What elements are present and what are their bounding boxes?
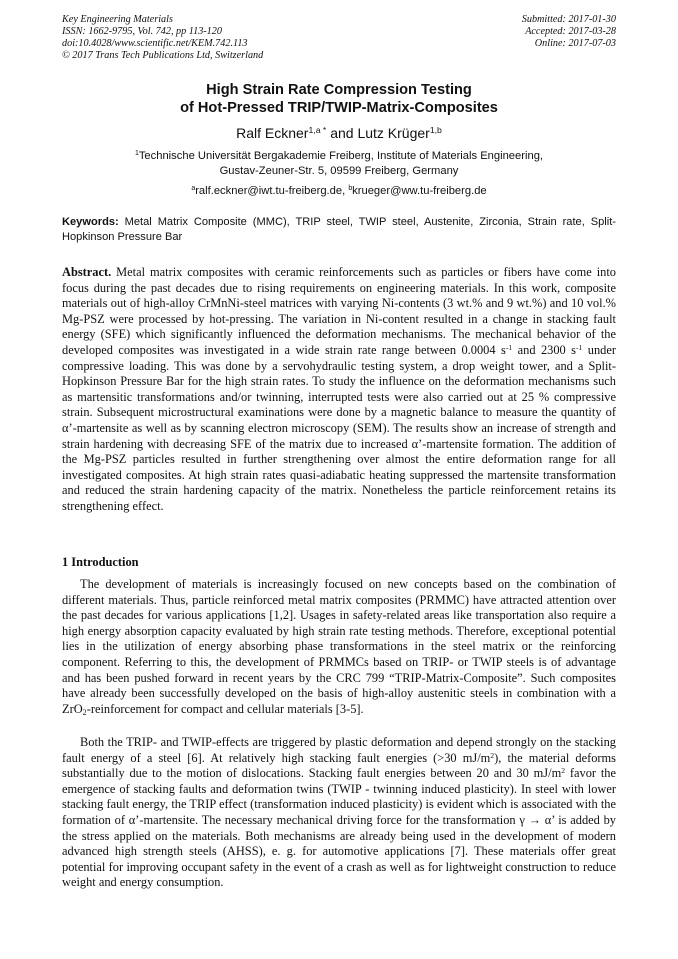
publication-dates [522,14,616,50]
keywords-text: Metal Matrix Composite (MMC), TRIP steel, TWIP steel, Austenite, Zirconia, Strain rate, Split-Hopkinson Pressure Bar [62,216,616,243]
accepted-date: Accepted: 2017-03-28 [525,26,616,37]
author-emails [40,184,638,199]
abstract [62,265,616,515]
email-a[interactable]: ralf.eckner@iwt.tu-freiberg.de, [195,185,349,197]
intro-p2-text-b: ), the material deforms substantially due to the motion of dislocations. Stacking fault energies between 20 and 30 mJ/m [62,750,616,781]
abstract-label: Abstract. [62,265,112,279]
keywords [62,215,616,245]
author-2-affil: 1,b [429,125,442,136]
intro-p2-text-a: Both the TRIP- and TWIP-effects are triggered by plastic deformation and depend strongly on the stacking fault energy of a steel [6]. At relatively high stacking fault energies (>30 mJ/m [62,735,616,765]
issn-line: ISSN: 1662-9795, Vol. 742, pp 113-120 [62,26,222,37]
author-conj: and [326,125,358,141]
affil-line-1: Technische Universität Bergakademie Freiberg, Institute of Materials Engineering, [138,150,544,162]
affiliation [40,149,638,179]
journal-info [62,14,263,62]
author-1-affil: 1,a * [308,125,327,136]
intro-p1-sub: 2 [82,707,87,717]
keywords-label: Keywords: [62,216,119,228]
email-mark-a: a [191,185,196,193]
abstract-sup-1: -1 [505,342,513,352]
journal-name: Key Engineering Materials [62,14,173,25]
intro-paragraph-2 [62,735,616,891]
email-b[interactable]: krueger@ww.tu-freiberg.de [352,185,487,197]
author-1: Ralf Eckner [236,125,309,141]
author-list [40,124,638,142]
intro-p1-text-b: -reinforcement for compact and cellular materials [3-5]. [86,701,364,716]
author-2: Lutz Krüger [357,125,430,141]
email-mark-b: b [348,185,353,193]
section-heading-introduction: 1 Introduction [62,555,139,569]
online-date: Online: 2017-07-03 [534,38,616,49]
intro-p2-sup-2: 2 [561,765,566,775]
intro-p1-text-a: The development of materials is increasingly focused on new concepts based on the combination of different materials. Thus, particle reinforced metal matrix composites (PRMMC) have attracted attention over the past decades for various applications [1,2]. Usages in safety-related areas like transportation also require a high energy absorption capacity evaluated by high strain rate testing methods. Therefore, exceptional potential lies in the utilization of energy absorbing phase transformations in the steel matrix or the reinforcing component. Referring to this, the development of PRMMCs based on TRIP- or TWIP steels is of advantage and has been pushed forward in recent years by the CRC 799 “TRIP-Matrix-Composite”. Such composites have already been successfully developed on the basis of high-alloy austenitic steels in combination with a ZrO [62,577,616,716]
intro-paragraph-1 [62,577,616,717]
copyright-line: © 2017 Trans Tech Publications Ltd, Switzerland [62,50,264,61]
title-line-1: High Strain Rate Compression Testing [206,82,472,98]
abstract-text-3: under compressive loading. This was done by a servohydraulic testing system, a drop weight tower, and a Split-Hopkinson Pressure Bar for the high strain rates. To study the influence on the deformation mechanisms such as martensitic transformations and/or twinning, interrupted tests were also carried out at 25 % compressive strain. Subsequent microstructural examinations were done by a magnetic balance to measure the quantity of α’-martensite as well as by scanning electron microscopy (SEM). The results show an increase of strength and strain hardening with decreasing SFE of the matrix due to increased α’-martensite formation. The addition of the Mg-PSZ particles resulted in further strengthening over almost the entire deformation range for all investigated composites. At high strain rates quasi-adiabatic heating suppressed the martensite transformation and reduced the strain hardening capacity of the matrix. Nonetheless the particle reinforcement retains its strengthening effect. [62,342,617,513]
title-line-2: of Hot-Pressed TRIP/TWIP-Matrix-Composites [180,100,498,116]
intro-p2-sup-1: 2 [490,750,495,760]
intro-p2-text-c: favor the emergence of stacking faults and deformation twins (TWIP - twinning induced plasticity). In steel with lower stacking fault energy, the TRIP effect (transformation induced plasticity) is evident which is associated with the formation of α’-martensite. The necessary mechanical driving force for the transformation γ → α’ is added by the stress applied on the materials. Both mechanisms are already being used in the development of modern advanced high strength steels (AHSS), e. g. for automotive applications [7]. These materials offer great potential for improving occupant safety in the event of a crash as well as for lightweight construction to reduce weight and energy consumption. [62,766,616,890]
abstract-text-2: and 2300 s [512,342,576,357]
affil-mark: 1 [134,150,139,158]
abstract-text-1: Metal matrix composites with ceramic reinforcements such as particles or fibers have come into focus during the past decades due to rising requirements on engineering materials. In this work, composite materials out of high-alloy CrMnNi-steel matrices with varying Ni-contents (3 wt.% and 9 wt.%) and 10 vol.% Mg-PSZ were processed by hot-pressing. The variation in Ni-content resulted in a change in stacking fault energy (SFE) which significantly influenced the deformation mechanisms. The mechanical behavior of the developed composites was investigated in a wide strain rate range between 0.0004 s [62,265,616,357]
submitted-date: Submitted: 2017-01-30 [521,14,616,25]
affil-line-2: Gustav-Zeuner-Str. 5, 09599 Freiberg, Germany [219,165,459,177]
abstract-sup-2: -1 [575,342,583,352]
paper-title [40,81,638,117]
doi-line[interactable]: doi:10.4028/www.scientific.net/KEM.742.113 [62,38,248,49]
